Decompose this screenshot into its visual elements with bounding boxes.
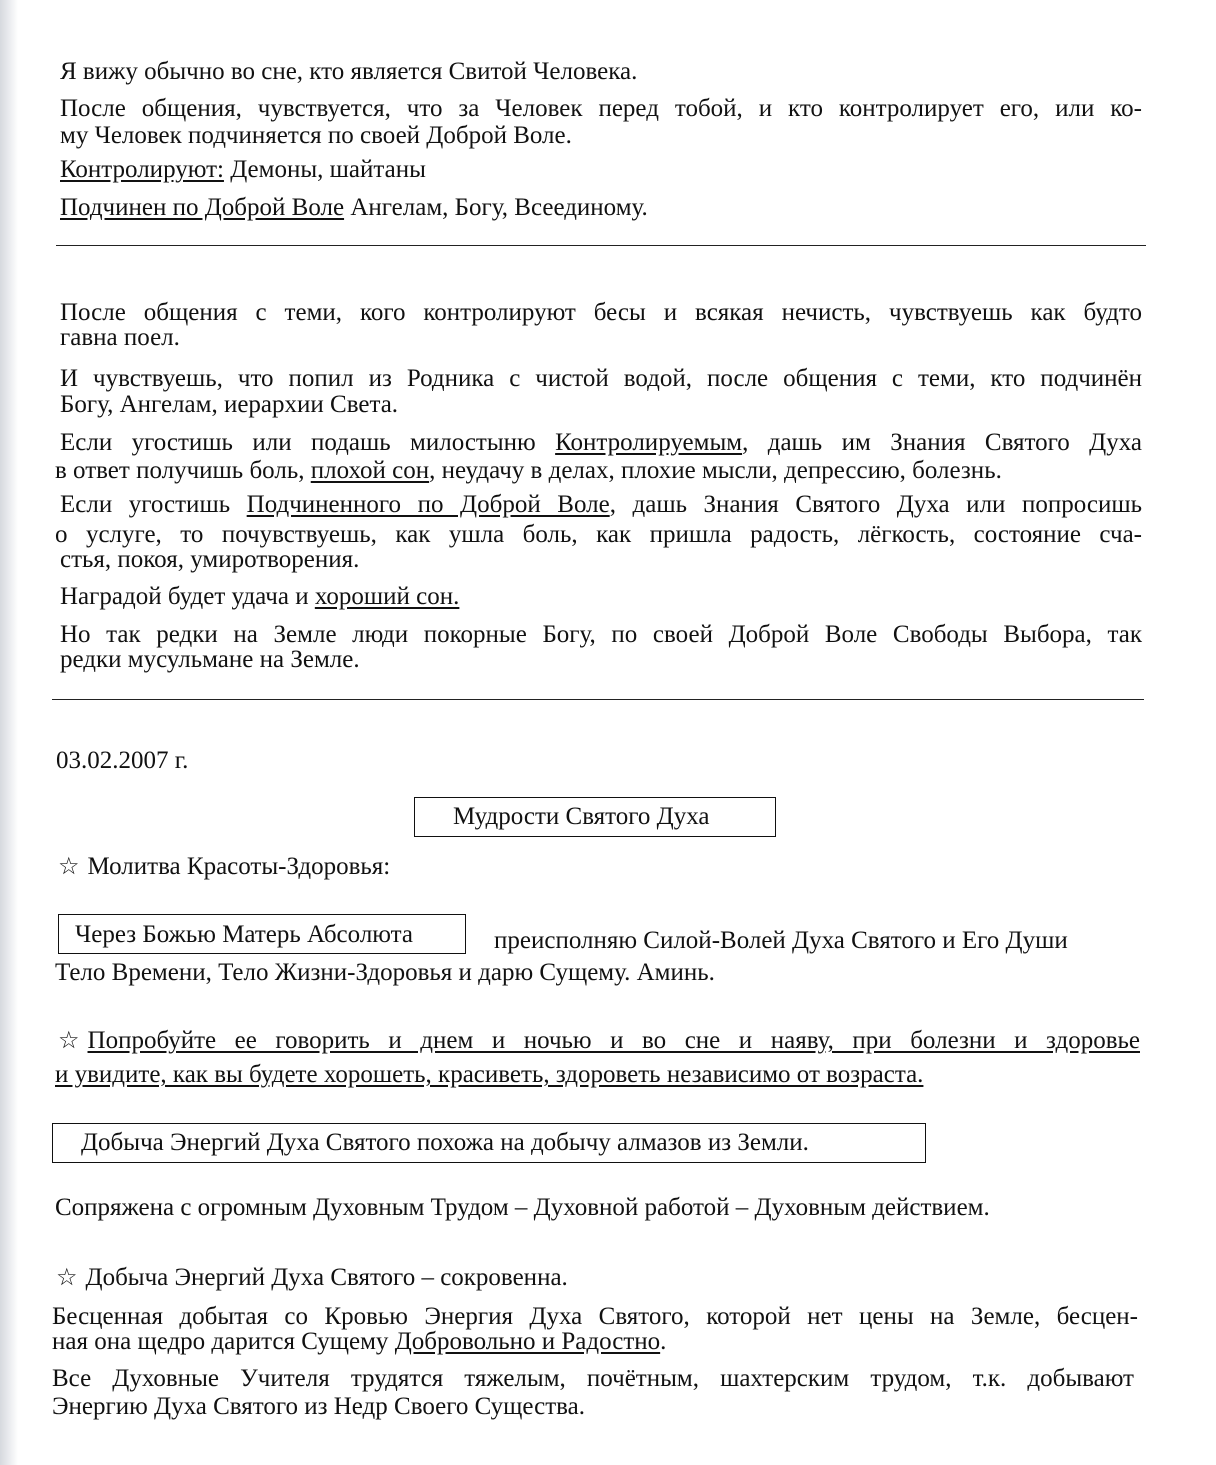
horizontal-rule	[52, 699, 1144, 700]
text-line	[55, 456, 1002, 486]
star-icon: ☆	[58, 1026, 80, 1054]
underlined-phrase: Контролируемым	[555, 429, 743, 456]
star-icon: ☆	[58, 852, 80, 880]
underlined-phrase: Добровольно и Радостно	[394, 1328, 661, 1355]
subordinate-line	[60, 193, 648, 223]
prayer-title-line	[58, 851, 390, 882]
text-span: , дашь Знания Святого Духа или попросишь	[609, 491, 1142, 518]
text-span: .	[660, 1328, 667, 1355]
star-icon: ☆	[56, 1263, 78, 1291]
text-span: в ответ получишь боль,	[55, 457, 311, 484]
controlled-line	[60, 155, 426, 185]
horizontal-rule	[56, 245, 1146, 246]
text-line: му Человек подчиняется по своей Доброй Воле.	[60, 122, 572, 149]
text-line: Богу, Ангелам, иерархии Света.	[60, 391, 399, 418]
text-line: Все Духовные Учителя трудятся тяжелым, почётным, шахтерским трудом, т.к. добывают	[52, 1365, 1134, 1392]
subordinate-text: Ангелам, Богу, Всеединому.	[344, 194, 648, 221]
text-line: Энергию Духа Святого из Недр Своего Существа.	[52, 1393, 585, 1420]
underlined-phrase: и увидите, как вы будете хорошеть, красиветь, здороветь независимо от возраста.	[55, 1061, 924, 1088]
underlined-phrase: хороший сон.	[314, 583, 460, 610]
underlined-phrase: Попробуйте ее говорить и днем и ночью и во сне и наяву, при болезни и здоровье	[87, 1027, 1140, 1054]
text-line: о услуге, то почувствуешь, как ушла боль, как пришла радость, лёгкость, состояние сча-	[55, 521, 1142, 548]
text-line: Я вижу обычно во сне, кто является Свитой Человека.	[60, 58, 638, 85]
text-span: , дашь им Знания Святого Духа	[742, 429, 1143, 456]
try-line	[58, 1025, 1140, 1056]
sacred-title: Добыча Энергий Духа Святого – сокровенна.	[85, 1264, 568, 1291]
text-line	[60, 490, 1142, 520]
prayer-title: Молитва Красоты-Здоровья:	[87, 853, 391, 880]
text-span: Если угостишь	[60, 491, 247, 518]
text-span: Наградой будет удача и	[60, 583, 315, 610]
text-line	[60, 582, 459, 612]
sacred-title-line	[56, 1262, 568, 1293]
subordinate-label: Подчинен по Доброй Воле	[60, 194, 345, 221]
controlled-text: Демоны, шайтаны	[223, 156, 426, 183]
text-span: Если угостишь или подашь милостыню	[60, 429, 556, 456]
text-line: И чувствуешь, что попил из Родника с чистой водой, после общения с теми, кто подчинён	[60, 365, 1142, 392]
text-line	[60, 428, 1142, 458]
text-line: Сопряжена с огромным Духовным Трудом – Духовной работой – Духовным действием.	[55, 1194, 990, 1221]
text-line	[52, 1327, 666, 1357]
text-line: стья, покоя, умиротворения.	[60, 546, 360, 573]
text-line: редки мусульмане на Земле.	[60, 646, 360, 673]
mining-box: Добыча Энергий Духа Святого похожа на добычу алмазов из Земли.	[52, 1123, 926, 1163]
text-line: преисполняю Силой-Волей Духа Святого и Его Души	[494, 927, 1068, 954]
text-line: Тело Времени, Тело Жизни-Здоровья и дарю Сущему. Аминь.	[55, 959, 715, 986]
text-span: , неудачу в делах, плохие мысли, депрессию, болезнь.	[429, 457, 1002, 484]
underlined-phrase: Подчиненного по Доброй Воле	[246, 491, 610, 518]
text-line: После общения с теми, кого контролируют бесы и всякая нечисть, чувствуешь как будто	[60, 299, 1142, 326]
underlined-phrase: плохой сон	[310, 457, 430, 484]
prayer-box: Через Божью Матерь Абсолюта	[58, 914, 466, 954]
text-line: гавна поел.	[60, 324, 180, 351]
text-line: Но так редки на Земле люди покорные Богу, по своей Доброй Воле Свободы Выбора, так	[60, 621, 1142, 648]
date: 03.02.2007 г.	[56, 747, 189, 774]
text-line: Бесценная добытая со Кровью Энергия Духа Святого, которой нет цены на Земле, бесцен-	[52, 1303, 1138, 1330]
text-span: ная она щедро дарится Сущему	[52, 1328, 395, 1355]
scan-edge-shadow	[0, 0, 18, 1465]
title-box: Мудрости Святого Духа	[414, 797, 776, 837]
text-line: После общения, чувствуется, что за Человек перед тобой, и кто контролирует его, или ко-	[60, 95, 1142, 122]
controlled-label: Контролируют:	[60, 156, 224, 183]
